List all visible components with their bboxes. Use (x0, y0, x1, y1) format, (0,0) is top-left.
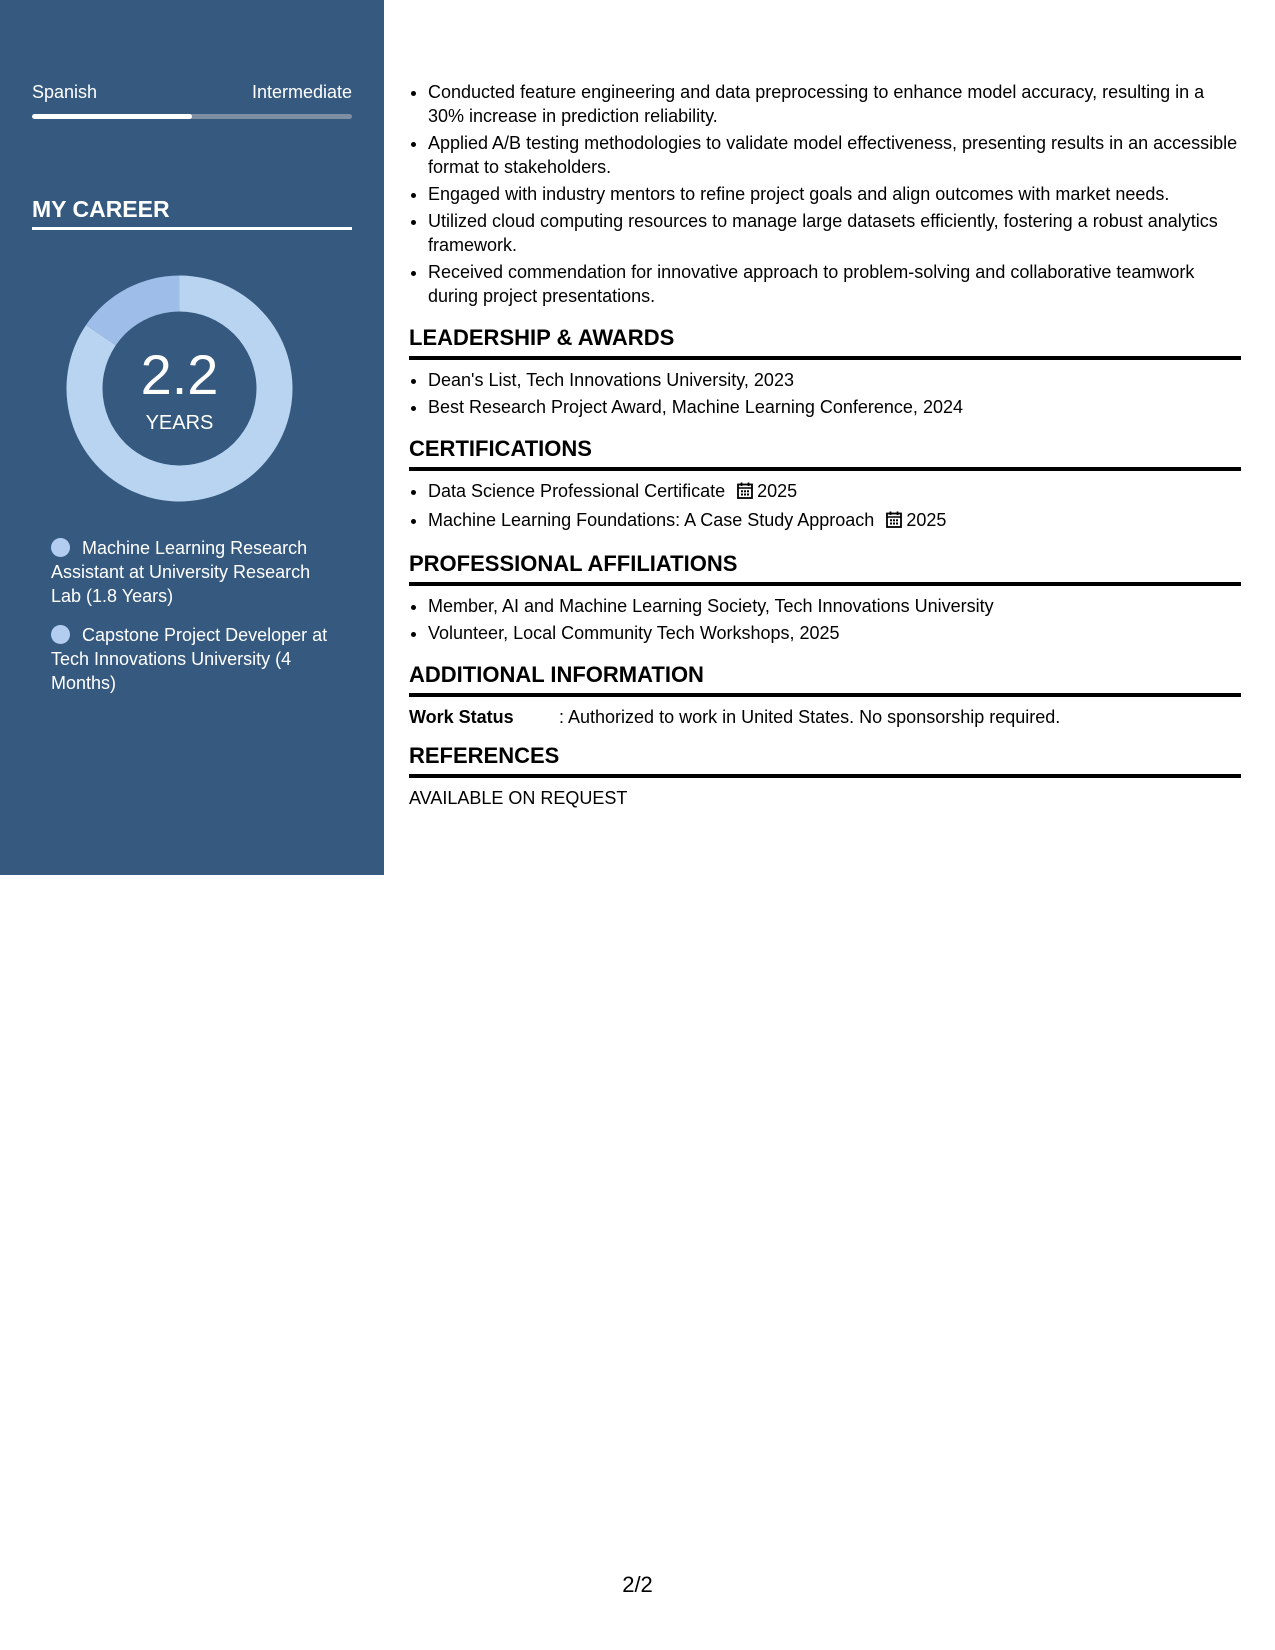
career-legend-text: Machine Learning Research Assistant at University Research Lab (1.8 Years) (51, 538, 311, 606)
additional-info-title: ADDITIONAL INFORMATION (409, 662, 704, 687)
language-proficiency-bar (32, 114, 352, 119)
certifications-list (409, 479, 1241, 534)
career-legend-text: Capstone Project Developer at Tech Innovations University (4 Months) (51, 625, 328, 693)
legend-dot-icon (51, 538, 70, 557)
career-donut-center (66, 275, 293, 502)
experience-bullets (409, 80, 1241, 308)
experience-bullet: • Conducted feature engineering and data preprocessing to enhance model accuracy, resulting in a 30% increase in prediction reliability. (428, 80, 1241, 128)
certification-year: 2025 (757, 481, 798, 501)
career-total-unit: YEARS (145, 412, 214, 434)
leadership-list (409, 368, 1241, 419)
experience-bullet: • Utilized cloud computing resources to manage large datasets efficiently, fostering a robust analytics framework. (428, 209, 1241, 257)
work-status-value: : Authorized to work in United States. No sponsorship required. (559, 707, 1061, 727)
references-text: AVAILABLE ON REQUEST (409, 788, 628, 808)
section-rule (409, 774, 1241, 778)
affiliations-title: PROFESSIONAL AFFILIATIONS (409, 551, 738, 576)
career-legend-item (51, 536, 331, 608)
page-number: 2/2 (622, 1572, 653, 1597)
calendar-icon (886, 510, 902, 534)
legend-dot-icon (51, 625, 70, 644)
affiliation-item: • Member, AI and Machine Learning Society, Tech Innovations University (428, 594, 1241, 618)
career-section-title: MY CAREER (32, 196, 170, 222)
section-rule (409, 693, 1241, 697)
affiliation-item: • Volunteer, Local Community Tech Workshops, 2025 (428, 621, 1241, 645)
references-title: REFERENCES (409, 743, 560, 768)
certification-item (428, 508, 1241, 534)
certification-item (428, 479, 1241, 505)
experience-bullet: • Engaged with industry mentors to refine project goals and align outcomes with market needs. (428, 182, 1241, 206)
experience-bullet: • Applied A/B testing methodologies to validate model effectiveness, presenting results in an accessible format to stakeholders. (428, 131, 1241, 179)
certification-name: Machine Learning Foundations: A Case Study Approach (428, 510, 875, 530)
career-legend (51, 536, 331, 710)
section-rule (409, 582, 1241, 586)
career-legend-item (51, 623, 331, 695)
main-content (409, 80, 1241, 810)
sidebar (0, 0, 384, 875)
career-section-rule (32, 227, 352, 230)
certification-year: 2025 (906, 510, 947, 530)
career-total-value: 2.2 (140, 343, 219, 406)
leadership-title: LEADERSHIP & AWARDS (409, 325, 675, 350)
section-rule (409, 356, 1241, 360)
leadership-item: • Best Research Project Award, Machine Learning Conference, 2024 (428, 395, 1241, 419)
work-status-label: Work Status (409, 707, 514, 727)
language-level: Intermediate (251, 82, 352, 102)
certification-name: Data Science Professional Certificate (428, 481, 726, 501)
calendar-icon (737, 481, 753, 505)
affiliations-list (409, 594, 1241, 645)
leadership-item: • Dean's List, Tech Innovations University, 2023 (428, 368, 1241, 392)
work-status-row (409, 705, 1241, 729)
certifications-title: CERTIFICATIONS (409, 436, 592, 461)
language-name: Spanish (32, 82, 98, 102)
section-rule (409, 467, 1241, 471)
language-proficiency-fill (32, 114, 192, 119)
experience-bullet: • Received commendation for innovative approach to problem-solving and collaborative teamwork during project presentations. (428, 260, 1241, 308)
